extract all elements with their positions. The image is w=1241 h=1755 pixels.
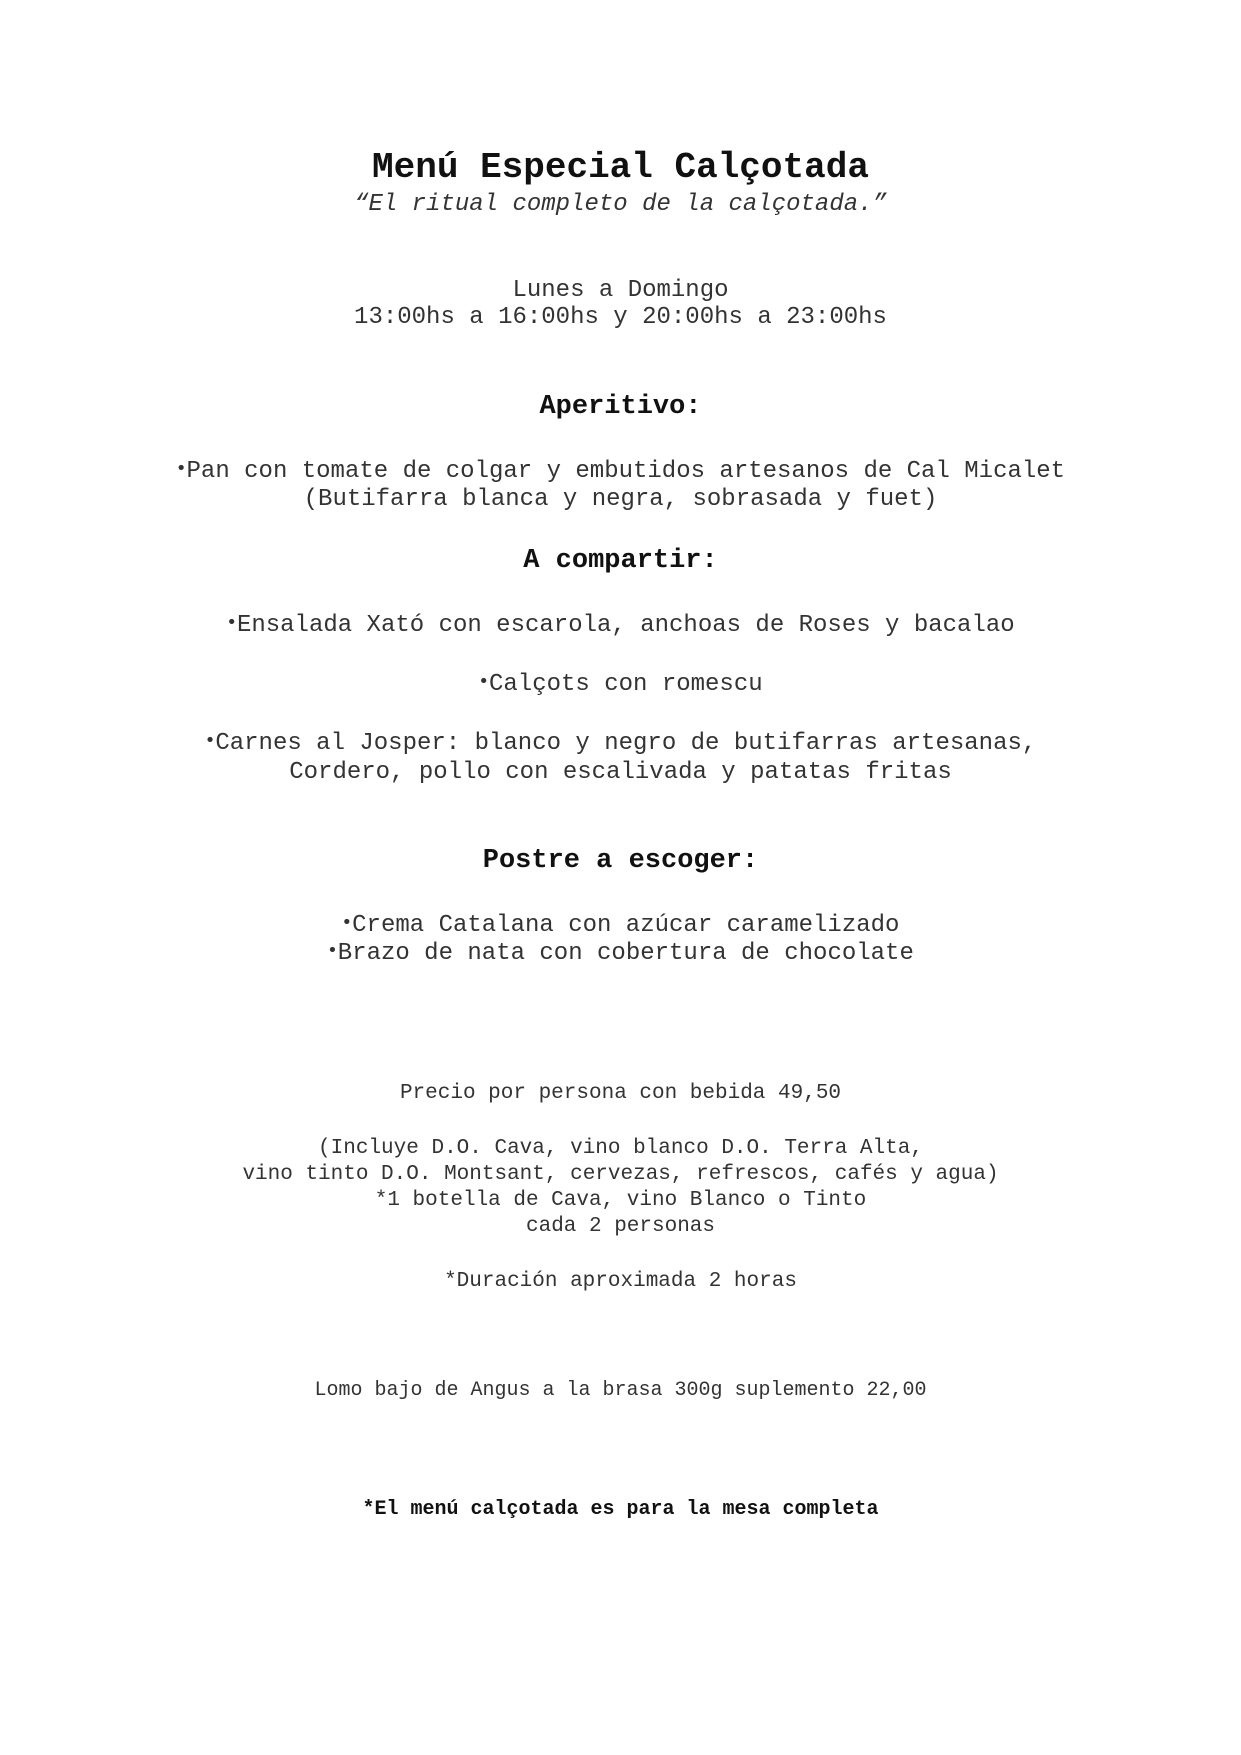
bullet-icon: • [175,458,187,479]
postre-item-1-text: Crema Catalana con azúcar caramelizado [352,912,900,939]
compartir-item-3-detail: Cordero, pollo con escalivada y patatas fritas [289,759,952,786]
schedule-hours: 13:00hs a 16:00hs y 20:00hs a 23:00hs [354,304,887,331]
compartir-item-2-text: Calçots con romescu [488,671,763,698]
duration-note: *Duración aproximada 2 horas [444,1270,797,1293]
supplement-note: Lomo bajo de Angus a la brasa 300g suplemento 22,00 [314,1379,927,1402]
postre-item-2 [0,942,1241,966]
bullet-icon: • [226,612,237,633]
table-note: *El menú calçotada es para la mesa completa [362,1498,879,1521]
compartir-item-3-text: Carnes al Josper: blanco y negro de butifarras artesanas, [215,730,1037,757]
section-heading-postre: Postre a escoger: [482,846,759,876]
price-per-person: Precio por persona con bebida 49,50 [399,1082,842,1105]
postre-item-2-text: Brazo de nata con cobertura de chocolate [337,940,914,967]
compartir-item-2 [0,673,1241,697]
menu-tagline: “El ritual completo de la calçotada.” [354,191,887,218]
schedule-days: Lunes a Domingo [512,277,729,304]
bottle-note-line-1: *1 botella de Cava, vino Blanco o Tinto [374,1189,867,1212]
bullet-icon: • [341,912,353,933]
compartir-item-1 [0,614,1241,638]
includes-line-1: (Incluye D.O. Cava, vino blanco D.O. Terra Alta, [318,1137,923,1160]
bullet-icon: • [327,940,338,961]
section-heading-compartir: A compartir: [523,546,718,576]
bullet-icon: • [478,671,489,692]
bullet-icon: • [204,730,216,751]
section-heading-aperitivo: Aperitivo: [539,392,702,422]
compartir-item-1-text: Ensalada Xató con escarola, anchoas de Roses y bacalao [236,612,1015,639]
aperitivo-item-detail: (Butifarra blanca y negra, sobrasada y fuet) [303,486,938,513]
postre-item-1 [0,914,1241,938]
bottle-note-line-2: cada 2 personas [525,1215,716,1238]
compartir-item-3 [0,732,1241,756]
aperitivo-item-text: Pan con tomate de colgar y embutidos artesanos de Cal Micalet [186,458,1066,485]
aperitivo-item [0,460,1241,484]
includes-line-2: vino tinto D.O. Montsant, cervezas, refrescos, cafés y agua) [242,1163,999,1186]
menu-title: Menú Especial Calçotada [372,147,869,188]
